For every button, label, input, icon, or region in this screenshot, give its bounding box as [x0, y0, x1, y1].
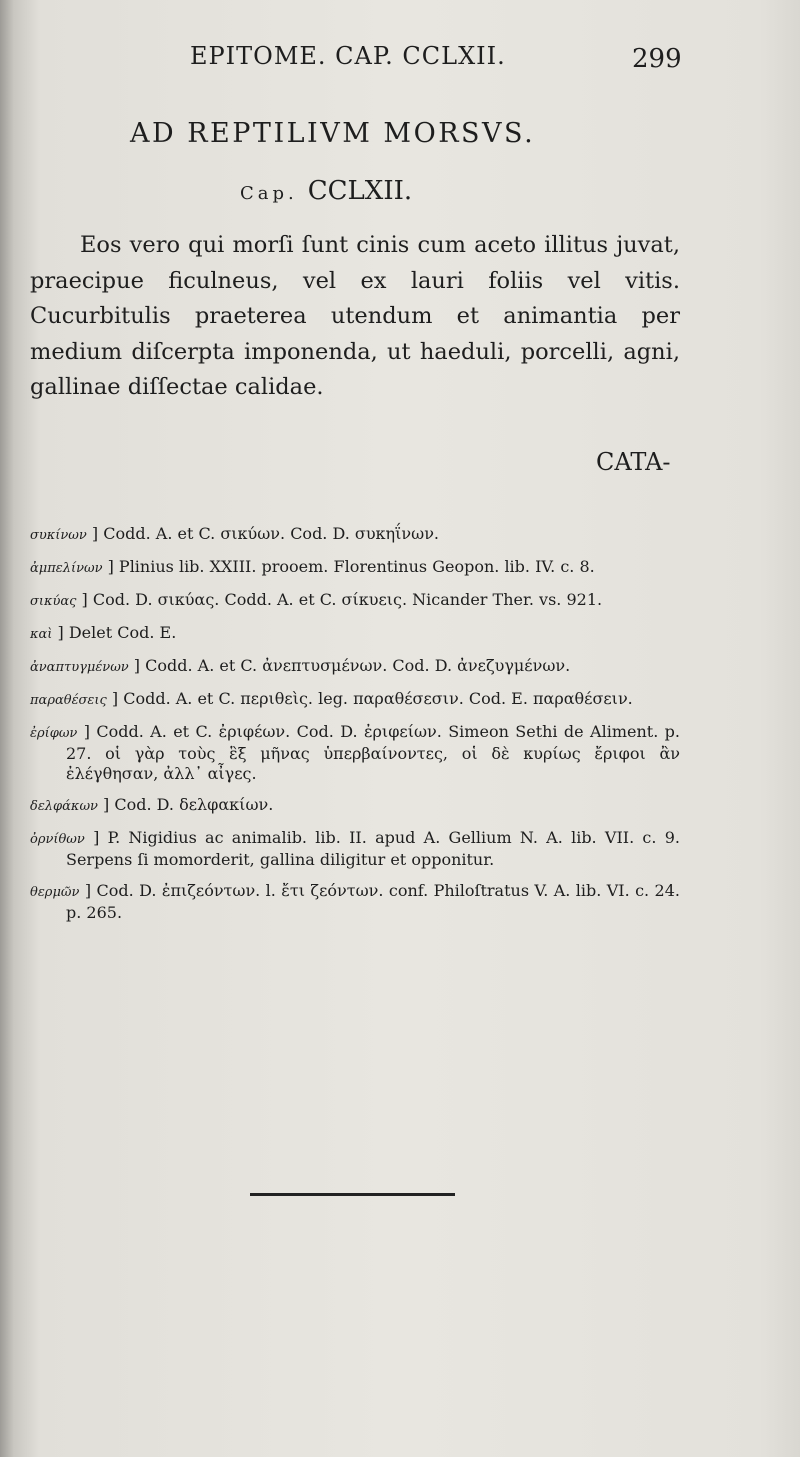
cap-number: CCLXII.: [307, 176, 413, 206]
note-lemma: ὀρνίθων: [30, 832, 85, 847]
chapter-subtitle: [240, 176, 412, 206]
body-text: [30, 228, 680, 406]
footnote: συκίνων ] Codd. A. et C. σικύων. Cod. D. συκηΐνων.: [30, 524, 439, 543]
note-lemma: συκίνων: [30, 528, 87, 543]
note-text: Cod. D. ἐπιζεόντων. l. ἔτι ζεόντων. conf. Philoſtratus V. A. lib. VI. c. 24. p. 265.: [66, 881, 680, 922]
body-paragraph: Eos vero qui morſi ſunt cinis cum aceto illitus juvat, praecipue ficulneus, vel ex lauri foliis vel vitis. Cucurbitulis praeterea utendum et animantia per medium diſcerpta imponenda, ut haeduli, porcelli, agni, gallinae diſſectae calidae.: [30, 232, 680, 400]
note-text: Cod. D. σικύας. Codd. A. et C. σίκυεις. Nicander Ther. vs. 921.: [92, 590, 603, 609]
footnote: παραθέσεις ] Codd. A. et C. περιθεὶς. leg. παραθέσεσιν. Cod. E. παραθέσειν.: [30, 689, 633, 708]
note-lemma: ἀναπτυγμένων: [30, 660, 129, 675]
note-text: Cod. D. δελφακίων.: [114, 795, 274, 814]
footnote: ἀμπελίνων ] Plinius lib. XXIII. prooem. Florentinus Geopon. lib. IV. c. 8.: [30, 557, 595, 576]
page-number: 299: [632, 44, 682, 74]
footnote: καὶ ] Delet Cod. E.: [30, 623, 177, 642]
catchword: CATA-: [596, 448, 671, 476]
footnote: ὀρνίθων ] P. Nigidius ac animalib. lib. II. apud A. Gellium N. A. lib. VII. c. 9. Serpens ſi momorderit, gallina diligitur et opponitur.: [30, 828, 680, 869]
note-lemma: καὶ: [30, 627, 53, 642]
note-lemma: δελφάκων: [30, 799, 98, 814]
note-lemma: παραθέσεις: [30, 693, 107, 708]
chapter-title: AD REPTILIVM MORSVS.: [130, 118, 536, 149]
footnotes: [30, 524, 680, 934]
note-text: Plinius lib. XXIII. prooem. Florentinus Geopon. lib. IV. c. 8.: [118, 557, 595, 576]
note-lemma: θερμῶν: [30, 885, 80, 900]
footnote: ἀναπτυγμένων ] Codd. A. et C. ἀνεπτυσμένων. Cod. D. ἀνεζυγμένων.: [30, 656, 571, 675]
note-text: Codd. A. et C. περιθεὶς. leg. παραθέσεσιν. Cod. E. παραθέσειν.: [123, 689, 633, 708]
note-lemma: ἐρίφων: [30, 726, 78, 741]
note-text: P. Nigidius ac animalib. lib. II. apud A. Gellium N. A. lib. VII. c. 9. Serpens ſi momorderit, gallina diligitur et opponitur.: [66, 828, 680, 869]
footnote: θερμῶν ] Cod. D. ἐπιζεόντων. l. ἔτι ζεόντων. conf. Philoſtratus V. A. lib. VI. c. 24. p. 265.: [30, 881, 680, 922]
note-text: Codd. A. et C. σικύων. Cod. D. συκηΐνων.: [103, 524, 439, 543]
footnote: ἐρίφων ] Codd. A. et C. ἐριφέων. Cod. D. ἐριφείων. Simeon Sethi de Aliment. p. 27. οἱ γὰρ τοὺς ἓξ μῆνας ὑπερβαίνοντες, οἱ δὲ κυρίως ἔριφοι ἂν ἐλέγθησαν, ἀλλ᾽ αἶγες.: [30, 722, 680, 783]
note-lemma: σικύας: [30, 594, 77, 609]
end-rule: [250, 1193, 455, 1196]
running-head: EPITOME. CAP. CCLXII.: [190, 42, 506, 70]
note-text: Codd. A. et C. ἀνεπτυσμένων. Cod. D. ἀνεζυγμένων.: [145, 656, 571, 675]
cap-label: Cap.: [240, 183, 298, 204]
note-text: Delet Cod. E.: [68, 623, 177, 642]
footnote: δελφάκων ] Cod. D. δελφακίων.: [30, 795, 274, 814]
note-lemma: ἀμπελίνων: [30, 561, 103, 576]
note-text: Codd. A. et C. ἐριφέων. Cod. D. ἐριφείων. Simeon Sethi de Aliment. p. 27. οἱ γὰρ τοὺς ἓξ μῆνας ὑπερβαίνοντες, οἱ δὲ κυρίως ἔριφοι ἂν ἐλέγθησαν, ἀλλ᾽ αἶγες.: [66, 722, 680, 783]
footnote: σικύας ] Cod. D. σικύας. Codd. A. et C. σίκυεις. Nicander Ther. vs. 921.: [30, 590, 603, 609]
